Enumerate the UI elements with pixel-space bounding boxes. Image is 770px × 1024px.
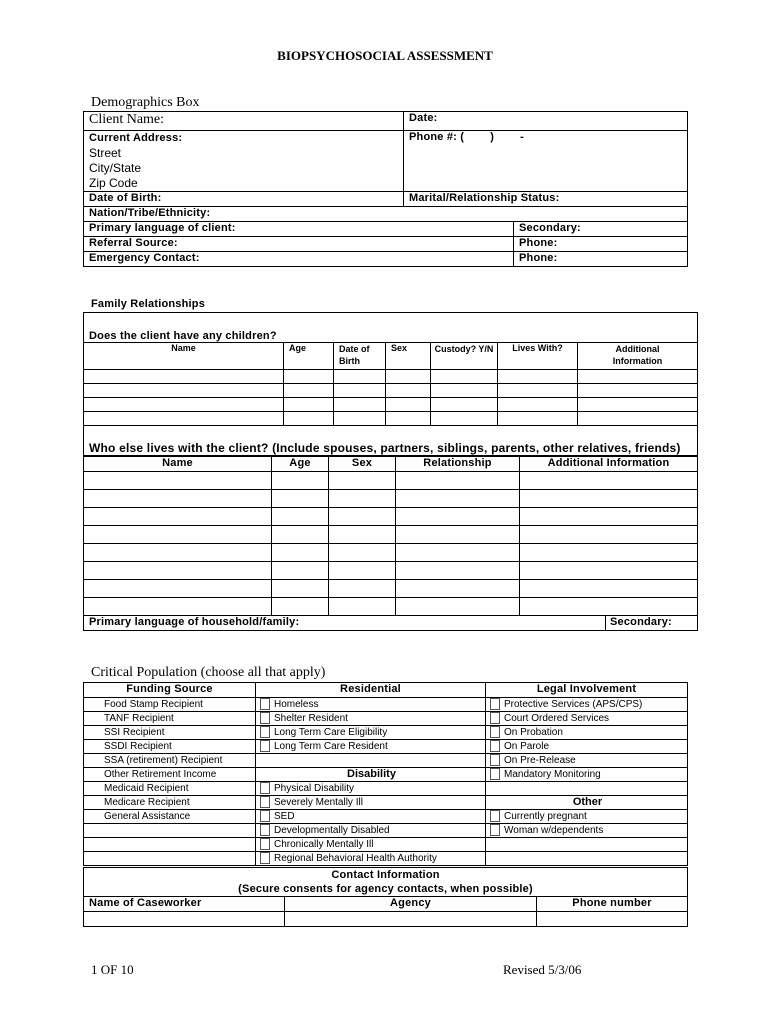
residential-ltc-eligibility[interactable]: Long Term Care Eligibility <box>256 726 486 740</box>
table-row[interactable] <box>84 398 698 412</box>
revised-date: Revised 5/3/06 <box>503 962 582 977</box>
checkbox-icon[interactable] <box>260 796 270 808</box>
client-name-field[interactable]: Client Name: <box>84 112 404 131</box>
other-header: Other <box>486 796 688 810</box>
disability-developmental[interactable]: Developmentally Disabled <box>256 824 486 838</box>
funding-food-stamp[interactable]: Food Stamp Recipient <box>84 698 256 712</box>
checkbox-icon[interactable] <box>490 768 500 780</box>
residential-ltc-resident[interactable]: Long Term Care Resident <box>256 740 486 754</box>
other-woman-dependents[interactable]: Woman w/dependents <box>486 824 688 838</box>
funding-medicaid[interactable]: Medicaid Recipient <box>84 782 256 796</box>
funding-other-retirement[interactable]: Other Retirement Income <box>84 768 256 782</box>
legal-court-ordered[interactable]: Court Ordered Services <box>486 712 688 726</box>
referral-source-field[interactable]: Referral Source: <box>84 237 514 252</box>
primary-language-field[interactable]: Primary language of client: <box>84 222 514 237</box>
checkbox-icon[interactable] <box>260 852 270 864</box>
contact-title-cell <box>84 868 688 897</box>
street-label: Street <box>89 146 122 160</box>
household-header-sex: Sex <box>329 457 396 472</box>
legal-header: Legal Involvement <box>486 683 688 698</box>
children-header-dob: Date of Birth <box>334 343 386 370</box>
emergency-phone-field[interactable]: Phone: <box>514 252 688 267</box>
children-header-name: Name <box>84 343 284 370</box>
children-question: Does the client have any children? <box>84 313 698 343</box>
nation-field[interactable]: Nation/Tribe/Ethnicity: <box>84 207 688 222</box>
disability-cmi[interactable]: Chronically Mentally Ill <box>256 838 486 852</box>
critical-section-title: Critical Population (choose all that apply) <box>91 665 326 680</box>
emergency-contact-field[interactable]: Emergency Contact: <box>84 252 514 267</box>
household-table <box>83 456 698 631</box>
checkbox-icon[interactable] <box>260 712 270 724</box>
disability-rbha[interactable]: Regional Behavioral Health Authority <box>256 852 486 866</box>
funding-header: Funding Source <box>84 683 256 698</box>
date-field[interactable]: Date: <box>404 112 688 131</box>
dob-field[interactable]: Date of Birth: <box>84 192 404 207</box>
children-header-lives-with: Lives With? <box>498 343 578 370</box>
contact-title: Contact Information <box>331 869 440 881</box>
household-header-additional: Additional Information <box>520 457 698 472</box>
page-title: BIOPSYCHOSOCIAL ASSESSMENT <box>277 48 493 63</box>
checkbox-icon[interactable] <box>260 810 270 822</box>
checkbox-icon[interactable] <box>490 824 500 836</box>
table-row[interactable] <box>84 412 698 426</box>
legal-parole[interactable]: On Parole <box>486 740 688 754</box>
table-row[interactable] <box>84 472 698 490</box>
phone-field[interactable]: Phone #: ( ) - <box>404 131 688 192</box>
table-row[interactable] <box>84 598 698 616</box>
household-question: Who else lives with the client? (Include spouses, partners, siblings, parents, other relatives, friends) <box>84 426 698 456</box>
checkbox-icon[interactable] <box>260 698 270 710</box>
children-header-sex: Sex <box>386 343 431 370</box>
table-row[interactable] <box>84 384 698 398</box>
children-header-age: Age <box>284 343 334 370</box>
contact-header-agency: Agency <box>285 897 537 912</box>
household-language-field[interactable]: Primary language of household/family: <box>84 616 606 631</box>
checkbox-icon[interactable] <box>490 698 500 710</box>
legal-probation[interactable]: On Probation <box>486 726 688 740</box>
table-row[interactable] <box>84 490 698 508</box>
other-pregnant[interactable]: Currently pregnant <box>486 810 688 824</box>
checkbox-icon[interactable] <box>260 726 270 738</box>
demographics-section-title: Demographics Box <box>91 95 200 110</box>
residential-shelter[interactable]: Shelter Resident <box>256 712 486 726</box>
table-row[interactable] <box>84 912 688 927</box>
current-address-label: Current Address: <box>89 132 183 144</box>
residential-homeless[interactable]: Homeless <box>256 698 486 712</box>
table-row[interactable] <box>84 562 698 580</box>
household-secondary-field[interactable]: Secondary: <box>606 616 698 631</box>
funding-medicare[interactable]: Medicare Recipient <box>84 796 256 810</box>
checkbox-icon[interactable] <box>260 740 270 752</box>
table-row[interactable] <box>84 580 698 598</box>
zip-label: Zip Code <box>89 176 138 190</box>
checkbox-icon[interactable] <box>260 838 270 850</box>
legal-pre-release[interactable]: On Pre-Release <box>486 754 688 768</box>
funding-ssdi[interactable]: SSDI Recipient <box>84 740 256 754</box>
secondary-language-field[interactable]: Secondary: <box>514 222 688 237</box>
current-address-field[interactable] <box>84 131 404 192</box>
disability-sed[interactable]: SED <box>256 810 486 824</box>
critical-population-table <box>83 682 688 866</box>
funding-tanf[interactable]: TANF Recipient <box>84 712 256 726</box>
checkbox-icon[interactable] <box>490 754 500 766</box>
checkbox-icon[interactable] <box>490 726 500 738</box>
contact-header-phone: Phone number <box>537 897 688 912</box>
table-row[interactable] <box>84 370 698 384</box>
contact-subtitle: (Secure consents for agency contacts, when possible) <box>238 883 533 895</box>
residential-header: Residential <box>256 683 486 698</box>
table-row[interactable] <box>84 544 698 562</box>
funding-ssa[interactable]: SSA (retirement) Recipient <box>84 754 256 768</box>
checkbox-icon[interactable] <box>490 740 500 752</box>
marital-status-field[interactable]: Marital/Relationship Status: <box>404 192 688 207</box>
household-header-name: Name <box>84 457 272 472</box>
checkbox-icon[interactable] <box>260 824 270 836</box>
disability-smi[interactable]: Severely Mentally Ill <box>256 796 486 810</box>
disability-physical[interactable]: Physical Disability <box>256 782 486 796</box>
city-state-label: City/State <box>89 161 142 175</box>
contact-header-caseworker: Name of Caseworker <box>84 897 285 912</box>
page-number: 1 OF 10 <box>91 962 134 977</box>
demographics-table <box>83 111 688 267</box>
referral-phone-field[interactable]: Phone: <box>514 237 688 252</box>
legal-mandatory-monitoring[interactable]: Mandatory Monitoring <box>486 768 688 782</box>
funding-general-assistance[interactable]: General Assistance <box>84 810 256 824</box>
children-header-additional: Additional Information <box>578 343 698 370</box>
children-header-custody: Custody? Y/N <box>431 343 498 370</box>
checkbox-icon[interactable] <box>260 782 270 794</box>
legal-protective-services[interactable]: Protective Services (APS/CPS) <box>486 698 688 712</box>
family-section-title: Family Relationships <box>91 298 206 310</box>
checkbox-icon[interactable] <box>490 810 500 822</box>
household-header-age: Age <box>272 457 329 472</box>
household-header-relationship: Relationship <box>396 457 520 472</box>
table-row[interactable] <box>84 508 698 526</box>
funding-ssi[interactable]: SSI Recipient <box>84 726 256 740</box>
checkbox-icon[interactable] <box>490 712 500 724</box>
table-row[interactable] <box>84 526 698 544</box>
contact-table <box>83 867 688 927</box>
children-table <box>83 312 698 456</box>
disability-header: Disability <box>256 768 486 782</box>
